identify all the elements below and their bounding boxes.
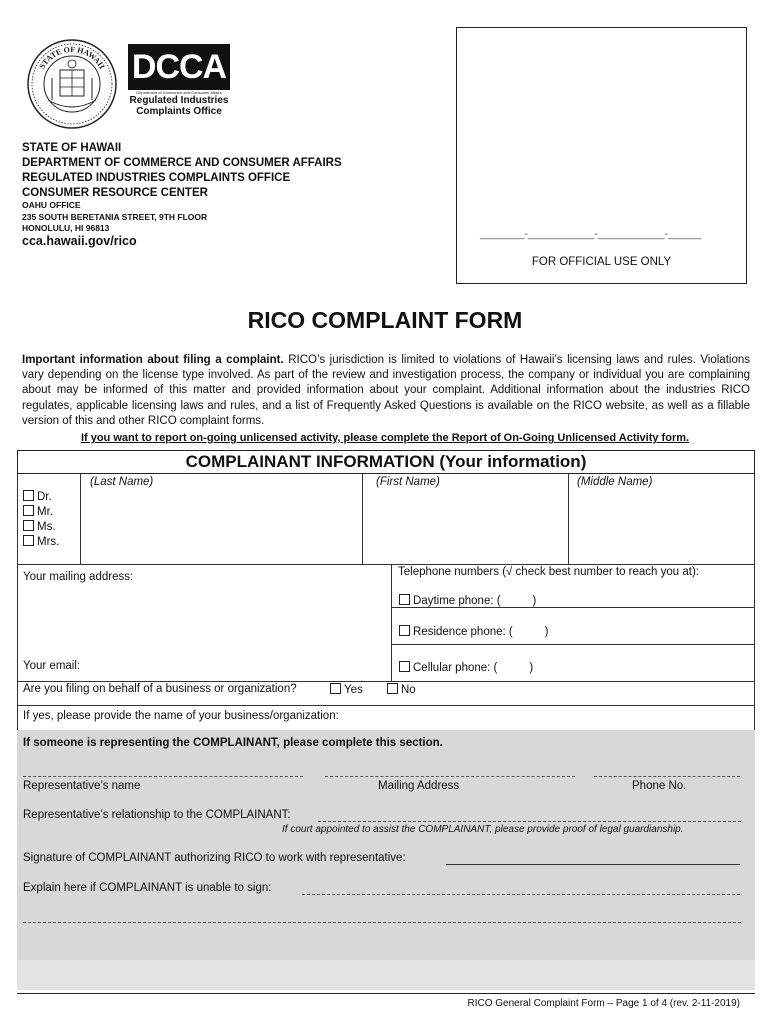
- salutation-label: Dr.: [37, 491, 52, 503]
- rep-relationship-line[interactable]: [318, 821, 741, 822]
- table-border-right: [754, 474, 755, 730]
- website-link[interactable]: cca.hawaii.gov/rico: [22, 234, 137, 248]
- rep-relationship-label: Representative’s relationship to the COMPLAINANT:: [23, 809, 291, 821]
- middle-name-field[interactable]: (Middle Name): [577, 476, 653, 488]
- salutation-label: Ms.: [37, 521, 56, 533]
- agency-line: DEPARTMENT OF COMMERCE AND CONSUMER AFFAIRS: [22, 157, 342, 169]
- checkbox[interactable]: [330, 683, 341, 694]
- agency-line: STATE OF HAWAII: [22, 142, 122, 154]
- representative-section-bottom: [17, 960, 755, 990]
- salutation-label: Mr.: [37, 506, 53, 518]
- rep-name-label: Representative’s name: [23, 780, 141, 792]
- telephone-label: Telephone numbers (√ check best number to reach you at):: [398, 566, 699, 578]
- representative-section: [17, 730, 755, 960]
- rep-name-line[interactable]: [23, 776, 303, 777]
- agency-line: REGULATED INDUSTRIES COMPLAINTS OFFICE: [22, 172, 291, 184]
- salutation-label: Mrs.: [37, 536, 60, 548]
- business-yes-option[interactable]: [330, 683, 363, 696]
- cellular-phone-label: Cellular phone: ( ): [413, 662, 534, 674]
- intro-paragraph: [22, 353, 750, 429]
- table-border-left: [17, 474, 18, 730]
- footer-rule: [17, 993, 755, 994]
- salutation-dr[interactable]: [23, 490, 59, 505]
- unable-to-sign-label: Explain here if COMPLAINANT is unable to sign:: [23, 882, 272, 894]
- mailing-address-field[interactable]: Your mailing address:: [23, 571, 134, 583]
- agency-line: CONSUMER RESOURCE CENTER: [22, 187, 208, 199]
- divider: [80, 474, 81, 564]
- official-use-label: FOR OFFICIAL USE ONLY: [531, 256, 672, 268]
- rep-phone-line[interactable]: [594, 776, 740, 777]
- salutation-ms[interactable]: [23, 520, 59, 535]
- address-line: OAHU OFFICE: [22, 200, 81, 210]
- rep-phone-label: Phone No.: [632, 780, 687, 792]
- address-line: HONOLULU, HI 96813: [22, 223, 110, 233]
- official-case-number-line: ________-____________-____________-______: [480, 229, 702, 240]
- address-line: 235 SOUTH BERETANIA STREET, 9TH FLOOR: [22, 211, 208, 222]
- email-field[interactable]: Your email:: [23, 660, 81, 672]
- official-use-box: [456, 27, 747, 284]
- divider: [391, 644, 755, 645]
- office-address: [22, 200, 207, 235]
- agency-block: [22, 141, 342, 201]
- signature-line[interactable]: [446, 864, 740, 865]
- signature-label: Signature of COMPLAINANT authorizing RICO to work with representative:: [23, 852, 406, 864]
- salutation-options: [23, 490, 59, 550]
- residence-phone-label: Residence phone: ( ): [413, 626, 549, 638]
- checkbox[interactable]: [23, 535, 34, 546]
- dcca-logo-dept: Department of Commerce and Consumer Affairs: [136, 90, 222, 95]
- residence-phone-option[interactable]: [399, 625, 549, 638]
- page-footer: RICO General Complaint Form – Page 1 of 4 (rev. 2-11-2019): [467, 998, 740, 1009]
- last-name-field[interactable]: (Last Name): [90, 476, 154, 488]
- unable-to-sign-line-2[interactable]: [23, 922, 741, 923]
- state-seal-logo: [26, 38, 118, 130]
- cellular-phone-option[interactable]: [399, 661, 533, 674]
- unable-to-sign-line[interactable]: [302, 894, 740, 895]
- salutation-mr[interactable]: [23, 505, 59, 520]
- divider: [391, 607, 755, 608]
- svg-text:STATE OF HAWAII: STATE OF HAWAII: [37, 44, 107, 71]
- daytime-phone-option[interactable]: [399, 594, 536, 607]
- divider: [362, 474, 363, 564]
- divider: [17, 564, 755, 565]
- daytime-phone-label: Daytime phone: ( ): [413, 595, 537, 607]
- divider: [391, 564, 392, 681]
- divider: [568, 474, 569, 564]
- checkbox[interactable]: [387, 683, 398, 694]
- dcca-logo-subtitle: Regulated Industries Complaints Office: [129, 95, 229, 117]
- business-question: [23, 683, 297, 695]
- checkbox[interactable]: [23, 505, 34, 516]
- page-title: RICO COMPLAINT FORM: [247, 307, 523, 333]
- intro-body: RICO’s jurisdiction is limited to violations of Hawaii’s licensing laws and rules. Violations vary depending on the license type involved. As part of the review and investigation process, the company or individual you are complaining about may be informed of this matter and provided information about your complaint. Additional information about the industries RICO regulates, applicable licensing laws and rules, and a list of Frequently Asked Questions is available on the RICO website, as well as a fillable version of this and other RICO complaint forms.: [22, 354, 750, 427]
- checkbox[interactable]: [23, 520, 34, 531]
- no-label: No: [401, 684, 416, 696]
- yes-label: Yes: [344, 684, 363, 696]
- court-appointed-note: If court appointed to assist the COMPLAINANT, please provide proof of legal guardianship.: [282, 824, 684, 835]
- checkbox[interactable]: [399, 594, 410, 605]
- complainant-section-title: COMPLAINANT INFORMATION (Your information): [17, 450, 755, 474]
- intro-lead: Important information about filing a complaint.: [22, 354, 284, 366]
- divider: [17, 681, 755, 682]
- representative-heading: If someone is representing the COMPLAINANT, please complete this section.: [23, 737, 443, 749]
- business-question-text: Are you filing on behalf of a business or organization?: [23, 683, 297, 695]
- checkbox[interactable]: [399, 625, 410, 636]
- checkbox[interactable]: [23, 490, 34, 501]
- dcca-logo: DCCA: [128, 44, 230, 90]
- business-no-option[interactable]: [387, 683, 416, 696]
- business-name-field[interactable]: If yes, please provide the name of your business/organization:: [23, 710, 339, 722]
- unlicensed-activity-link[interactable]: If you want to report on-going unlicensed activity, please complete the Report of On-Going Unlicensed Activity form.: [80, 432, 690, 444]
- first-name-field[interactable]: (First Name): [376, 476, 440, 488]
- rep-address-line[interactable]: [325, 776, 575, 777]
- rep-address-label: Mailing Address: [378, 780, 460, 792]
- checkbox[interactable]: [399, 661, 410, 672]
- divider: [17, 705, 755, 706]
- salutation-mrs[interactable]: [23, 535, 59, 550]
